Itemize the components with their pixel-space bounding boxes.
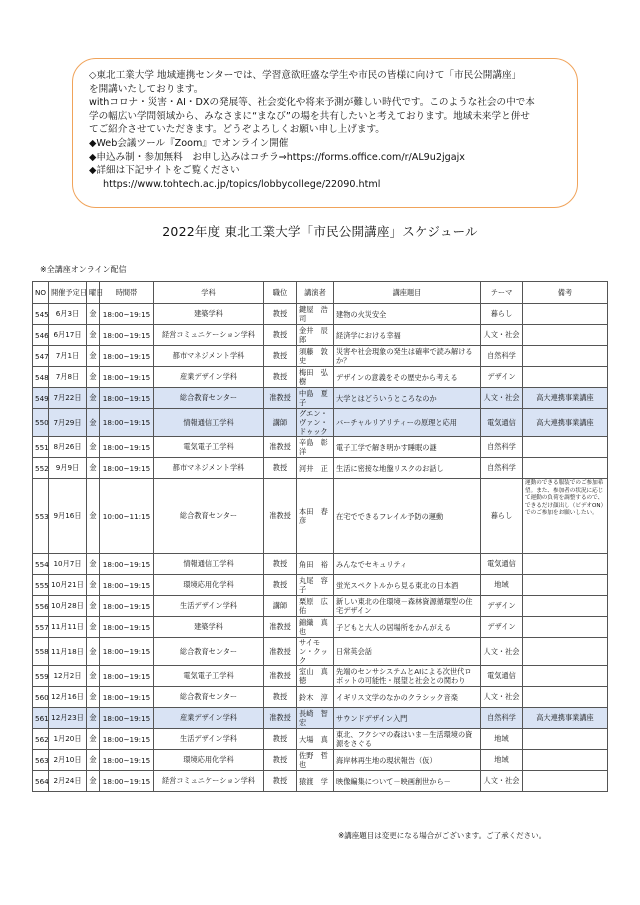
table-row bbox=[33, 325, 608, 346]
cell-day: 金 bbox=[87, 437, 100, 458]
cell-no: 555 bbox=[33, 575, 49, 596]
cell-theme: デザイン bbox=[481, 617, 523, 638]
cell-dept: 都市マネジメント学科 bbox=[154, 458, 264, 479]
cell-theme: 人文・社会 bbox=[481, 687, 523, 708]
cell-notes bbox=[523, 617, 608, 638]
cell-notes bbox=[523, 325, 608, 346]
cell-date: 7月22日 bbox=[49, 388, 87, 409]
table-row bbox=[33, 575, 608, 596]
table-row bbox=[33, 388, 608, 409]
cell-day: 金 bbox=[87, 729, 100, 750]
cell-day: 金 bbox=[87, 638, 100, 666]
cell-time: 18:00~19:15 bbox=[100, 304, 154, 325]
table-row bbox=[33, 750, 608, 771]
footnote: ※講座題目は変更になる場合がございます。ご了承ください。 bbox=[338, 831, 547, 840]
cell-lecturer: 栗原 広佑 bbox=[297, 596, 334, 617]
cell-rank: 教授 bbox=[264, 346, 297, 367]
cell-date: 6月17日 bbox=[49, 325, 87, 346]
table-row bbox=[33, 346, 608, 367]
cell-no: 562 bbox=[33, 729, 49, 750]
cell-dept: 生活デザイン学科 bbox=[154, 596, 264, 617]
cell-notes: 高大連携事業講座 bbox=[523, 708, 608, 729]
cell-date: 12月16日 bbox=[49, 687, 87, 708]
cell-lecturer: 須藤 敦史 bbox=[297, 346, 334, 367]
cell-theme: 地域 bbox=[481, 575, 523, 596]
cell-topic: 大学とはどういうところなのか bbox=[334, 388, 481, 409]
cell-lecturer: 金井 辰郎 bbox=[297, 325, 334, 346]
cell-rank: 教授 bbox=[264, 325, 297, 346]
cell-lecturer: 鍵屋 浩司 bbox=[297, 304, 334, 325]
cell-theme: 自然科学 bbox=[481, 458, 523, 479]
cell-lecturer: 長崎 智宏 bbox=[297, 708, 334, 729]
cell-dept: 電気電子工学科 bbox=[154, 437, 264, 458]
cell-time: 18:00~19:15 bbox=[100, 437, 154, 458]
cell-time: 18:00~19:15 bbox=[100, 729, 154, 750]
cell-topic: サウンドデザイン入門 bbox=[334, 708, 481, 729]
cell-theme: 自然科学 bbox=[481, 437, 523, 458]
table-row bbox=[33, 771, 608, 792]
cell-time: 18:00~19:15 bbox=[100, 325, 154, 346]
table-header-row bbox=[33, 282, 608, 304]
notice-box bbox=[72, 58, 578, 208]
cell-dept: 生活デザイン学科 bbox=[154, 729, 264, 750]
cell-time: 18:00~19:15 bbox=[100, 666, 154, 687]
cell-rank: 准教授 bbox=[264, 388, 297, 409]
cell-day: 金 bbox=[87, 771, 100, 792]
cell-no: 546 bbox=[33, 325, 49, 346]
cell-no: 553 bbox=[33, 479, 49, 554]
cell-topic: 在宅でできるフレイル予防の運動 bbox=[334, 479, 481, 554]
cell-no: 554 bbox=[33, 554, 49, 575]
cell-time: 18:00~19:15 bbox=[100, 596, 154, 617]
cell-lecturer: グエン・ヴァン・ドゥック bbox=[297, 409, 334, 437]
cell-theme: 人文・社会 bbox=[481, 638, 523, 666]
cell-notes bbox=[523, 666, 608, 687]
table-row bbox=[33, 596, 608, 617]
cell-theme: 自然科学 bbox=[481, 708, 523, 729]
cell-date: 12月23日 bbox=[49, 708, 87, 729]
cell-no: 547 bbox=[33, 346, 49, 367]
cell-topic: 海岸林再生地の現状報告（仮） bbox=[334, 750, 481, 771]
cell-rank: 准教授 bbox=[264, 666, 297, 687]
cell-lecturer: 丸尾 容子 bbox=[297, 575, 334, 596]
cell-notes: 運動のできる服装でのご参加希望。また、参加者の状況に応じて運動の負荷を調整するので、できるだけ顔出し（ビデオON）でのご参加をお願いしたい。 bbox=[523, 479, 608, 554]
header-day: 曜日 bbox=[87, 282, 100, 304]
cell-lecturer: 猿渡 学 bbox=[297, 771, 334, 792]
cell-day: 金 bbox=[87, 325, 100, 346]
cell-no: 552 bbox=[33, 458, 49, 479]
table-row bbox=[33, 687, 608, 708]
cell-rank: 准教授 bbox=[264, 437, 297, 458]
cell-theme: 人文・社会 bbox=[481, 325, 523, 346]
cell-dept: 環境応用化学科 bbox=[154, 575, 264, 596]
cell-theme: 人文・社会 bbox=[481, 771, 523, 792]
cell-day: 金 bbox=[87, 575, 100, 596]
cell-lecturer: 中島 夏子 bbox=[297, 388, 334, 409]
page-title: 2022年度 東北工業大学「市民公開講座」スケジュール bbox=[162, 224, 478, 239]
cell-topic: 災害や社会現象の発生は確率で読み解けるか？ bbox=[334, 346, 481, 367]
cell-topic: 先端のセンサシステムとAIによる次世代ロボットの可能性・展望と社会との関わり bbox=[334, 666, 481, 687]
cell-no: 558 bbox=[33, 638, 49, 666]
cell-no: 549 bbox=[33, 388, 49, 409]
cell-theme: 人文・社会 bbox=[481, 388, 523, 409]
cell-date: 11月18日 bbox=[49, 638, 87, 666]
cell-time: 18:00~19:15 bbox=[100, 458, 154, 479]
cell-dept: 建築学科 bbox=[154, 304, 264, 325]
cell-rank: 准教授 bbox=[264, 638, 297, 666]
cell-lecturer: 本田 春彦 bbox=[297, 479, 334, 554]
cell-day: 金 bbox=[87, 554, 100, 575]
cell-lecturer: 室山 真徳 bbox=[297, 666, 334, 687]
cell-lecturer: サイモン・クック bbox=[297, 638, 334, 666]
cell-dept: 電気電子工学科 bbox=[154, 666, 264, 687]
cell-time: 18:00~19:15 bbox=[100, 346, 154, 367]
cell-rank: 教授 bbox=[264, 687, 297, 708]
cell-rank: 講師 bbox=[264, 596, 297, 617]
cell-date: 10月7日 bbox=[49, 554, 87, 575]
cell-notes bbox=[523, 367, 608, 388]
table-row bbox=[33, 638, 608, 666]
table-row bbox=[33, 409, 608, 437]
header-date: 開催予定日 bbox=[49, 282, 87, 304]
cell-date: 8月26日 bbox=[49, 437, 87, 458]
cell-topic: 子どもと大人の居場所をかんがえる bbox=[334, 617, 481, 638]
header-topic: 講座題目 bbox=[334, 282, 481, 304]
cell-time: 18:00~19:15 bbox=[100, 388, 154, 409]
header-rank: 職位 bbox=[264, 282, 297, 304]
cell-lecturer: 辛島 彰洋 bbox=[297, 437, 334, 458]
cell-lecturer: 錦織 真也 bbox=[297, 617, 334, 638]
cell-topic: みんなでセキュリティ bbox=[334, 554, 481, 575]
cell-day: 金 bbox=[87, 458, 100, 479]
cell-time: 18:00~19:15 bbox=[100, 367, 154, 388]
cell-day: 金 bbox=[87, 409, 100, 437]
cell-day: 金 bbox=[87, 750, 100, 771]
cell-time: 18:00~19:15 bbox=[100, 638, 154, 666]
cell-topic: 経済学における幸福 bbox=[334, 325, 481, 346]
cell-date: 7月8日 bbox=[49, 367, 87, 388]
cell-dept: 産業デザイン学科 bbox=[154, 708, 264, 729]
cell-rank: 教授 bbox=[264, 367, 297, 388]
cell-date: 7月1日 bbox=[49, 346, 87, 367]
table-row bbox=[33, 304, 608, 325]
cell-rank: 教授 bbox=[264, 554, 297, 575]
table-row bbox=[33, 666, 608, 687]
cell-dept: 都市マネジメント学科 bbox=[154, 346, 264, 367]
online-note: ※全講座オンライン配信 bbox=[40, 265, 127, 274]
table-row bbox=[33, 708, 608, 729]
notice-line: を開講いたしております。 bbox=[89, 83, 204, 95]
cell-notes bbox=[523, 687, 608, 708]
cell-rank: 教授 bbox=[264, 729, 297, 750]
cell-notes: 高大連携事業講座 bbox=[523, 409, 608, 437]
cell-notes bbox=[523, 638, 608, 666]
cell-time: 18:00~19:15 bbox=[100, 575, 154, 596]
cell-no: 557 bbox=[33, 617, 49, 638]
cell-no: 556 bbox=[33, 596, 49, 617]
notice-url: https://www.tohtech.ac.jp/topics/lobbycollege/22090.html bbox=[103, 178, 381, 190]
notice-line: withコロナ・災害・AI・DXの発展等、社会変化や将来予測が難しい時代です。このような社会の中で本 bbox=[89, 97, 535, 109]
cell-theme: 自然科学 bbox=[481, 346, 523, 367]
cell-notes bbox=[523, 346, 608, 367]
cell-date: 9月9日 bbox=[49, 458, 87, 479]
cell-lecturer: 梅田 弘樹 bbox=[297, 367, 334, 388]
cell-date: 2月10日 bbox=[49, 750, 87, 771]
cell-time: 18:00~19:15 bbox=[100, 708, 154, 729]
cell-theme: デザイン bbox=[481, 367, 523, 388]
table-row bbox=[33, 367, 608, 388]
cell-day: 金 bbox=[87, 617, 100, 638]
notice-line: 学の幅広い学問領域から、みなさまに“まなび”の場を共有したいと考えております。地域未来学と併せ bbox=[89, 110, 530, 122]
notice-line: ◆Web会議ツール『Zoom』でオンライン開催 bbox=[89, 137, 289, 149]
cell-day: 金 bbox=[87, 687, 100, 708]
cell-lecturer: 河井 正 bbox=[297, 458, 334, 479]
header-time: 時間帯 bbox=[100, 282, 154, 304]
cell-lecturer: 角田 裕 bbox=[297, 554, 334, 575]
cell-time: 10:00~11:15 bbox=[100, 479, 154, 554]
cell-lecturer: 大場 真 bbox=[297, 729, 334, 750]
cell-date: 9月16日 bbox=[49, 479, 87, 554]
cell-notes bbox=[523, 304, 608, 325]
cell-dept: 環境応用化学科 bbox=[154, 750, 264, 771]
cell-no: 560 bbox=[33, 687, 49, 708]
table-row bbox=[33, 729, 608, 750]
cell-notes bbox=[523, 458, 608, 479]
cell-rank: 准教授 bbox=[264, 617, 297, 638]
cell-dept: 総合教育センター bbox=[154, 687, 264, 708]
cell-lecturer: 鈴木 淳 bbox=[297, 687, 334, 708]
cell-rank: 教授 bbox=[264, 750, 297, 771]
cell-lecturer: 佐野 哲也 bbox=[297, 750, 334, 771]
cell-day: 金 bbox=[87, 596, 100, 617]
cell-date: 1月20日 bbox=[49, 729, 87, 750]
cell-topic: バーチャルリアリティーの原理と応用 bbox=[334, 409, 481, 437]
cell-date: 2月24日 bbox=[49, 771, 87, 792]
cell-day: 金 bbox=[87, 367, 100, 388]
cell-day: 金 bbox=[87, 346, 100, 367]
cell-time: 18:00~19:15 bbox=[100, 750, 154, 771]
cell-topic: 映像編集について－映画創世から－ bbox=[334, 771, 481, 792]
cell-no: 564 bbox=[33, 771, 49, 792]
cell-dept: 産業デザイン学科 bbox=[154, 367, 264, 388]
cell-notes bbox=[523, 771, 608, 792]
header-no: NO bbox=[33, 282, 49, 304]
cell-theme: デザイン bbox=[481, 596, 523, 617]
cell-notes bbox=[523, 575, 608, 596]
cell-date: 12月2日 bbox=[49, 666, 87, 687]
cell-topic: 蛍光スペクトルから見る東北の日本酒 bbox=[334, 575, 481, 596]
cell-dept: 情報通信工学科 bbox=[154, 554, 264, 575]
table-row bbox=[33, 554, 608, 575]
cell-rank: 准教授 bbox=[264, 479, 297, 554]
cell-day: 金 bbox=[87, 304, 100, 325]
table-row bbox=[33, 437, 608, 458]
cell-theme: 地域 bbox=[481, 750, 523, 771]
notice-line: ◆詳細は下記サイトをご覧ください bbox=[89, 165, 240, 177]
cell-no: 559 bbox=[33, 666, 49, 687]
cell-no: 563 bbox=[33, 750, 49, 771]
cell-no: 548 bbox=[33, 367, 49, 388]
cell-day: 金 bbox=[87, 479, 100, 554]
cell-day: 金 bbox=[87, 388, 100, 409]
cell-dept: 総合教育センター bbox=[154, 388, 264, 409]
cell-time: 18:00~19:15 bbox=[100, 409, 154, 437]
cell-dept: 総合教育センター bbox=[154, 479, 264, 554]
cell-rank: 教授 bbox=[264, 771, 297, 792]
cell-time: 18:00~19:15 bbox=[100, 771, 154, 792]
header-dept: 学科 bbox=[154, 282, 264, 304]
cell-date: 6月3日 bbox=[49, 304, 87, 325]
notice-line: ◆申込み制・参加無料 お申し込みはコチラ⇒https://forms.office.com/r/AL9u2jgajx bbox=[89, 151, 465, 163]
cell-time: 18:00~19:15 bbox=[100, 554, 154, 575]
cell-dept: 情報通信工学科 bbox=[154, 409, 264, 437]
cell-time: 18:00~19:15 bbox=[100, 687, 154, 708]
cell-day: 金 bbox=[87, 708, 100, 729]
cell-dept: 経営コミュニケーション学科 bbox=[154, 325, 264, 346]
cell-rank: 教授 bbox=[264, 458, 297, 479]
table-row bbox=[33, 617, 608, 638]
cell-topic: イギリス文学のなかのクラシック音楽 bbox=[334, 687, 481, 708]
cell-notes bbox=[523, 729, 608, 750]
cell-topic: 生活に密接な地盤リスクのお話し bbox=[334, 458, 481, 479]
cell-topic: デザインの意義をその歴史から考える bbox=[334, 367, 481, 388]
cell-date: 10月21日 bbox=[49, 575, 87, 596]
cell-topic: 東北、フクシマの森はいま－生活環境の資源をさぐる bbox=[334, 729, 481, 750]
notice-line: てご紹介させていただきます。どうぞよろしくお願い申し上げます。 bbox=[89, 124, 385, 136]
cell-time: 18:00~19:15 bbox=[100, 617, 154, 638]
cell-dept: 総合教育センター bbox=[154, 638, 264, 666]
cell-rank: 教授 bbox=[264, 304, 297, 325]
cell-topic: 電子工学で解き明かす睡眠の謎 bbox=[334, 437, 481, 458]
cell-theme: 電気通信 bbox=[481, 409, 523, 437]
cell-notes bbox=[523, 596, 608, 617]
cell-no: 551 bbox=[33, 437, 49, 458]
header-notes: 備考 bbox=[523, 282, 608, 304]
cell-day: 金 bbox=[87, 666, 100, 687]
cell-dept: 建築学科 bbox=[154, 617, 264, 638]
cell-theme: 地域 bbox=[481, 729, 523, 750]
cell-no: 545 bbox=[33, 304, 49, 325]
cell-theme: 電気通信 bbox=[481, 554, 523, 575]
cell-theme: 暮らし bbox=[481, 304, 523, 325]
cell-rank: 准教授 bbox=[264, 708, 297, 729]
cell-rank: 教授 bbox=[264, 575, 297, 596]
cell-notes bbox=[523, 554, 608, 575]
cell-no: 561 bbox=[33, 708, 49, 729]
schedule-table bbox=[32, 281, 608, 792]
header-theme: テーマ bbox=[481, 282, 523, 304]
cell-notes bbox=[523, 437, 608, 458]
cell-dept: 経営コミュニケーション学科 bbox=[154, 771, 264, 792]
cell-rank: 講師 bbox=[264, 409, 297, 437]
cell-topic: 新しい東北の住環境－森林資源循環型の住宅デザイン bbox=[334, 596, 481, 617]
cell-no: 550 bbox=[33, 409, 49, 437]
cell-date: 11月11日 bbox=[49, 617, 87, 638]
cell-theme: 電気通信 bbox=[481, 666, 523, 687]
header-lecturer: 講演者 bbox=[297, 282, 334, 304]
cell-date: 10月28日 bbox=[49, 596, 87, 617]
cell-date: 7月29日 bbox=[49, 409, 87, 437]
cell-notes: 高大連携事業講座 bbox=[523, 388, 608, 409]
notice-line: ◇東北工業大学 地域連携センターでは、学習意欲旺盛な学生や市民の皆様に向けて「市民公開講座」 bbox=[89, 70, 522, 81]
cell-notes bbox=[523, 750, 608, 771]
table-row bbox=[33, 458, 608, 479]
table-row bbox=[33, 479, 608, 554]
cell-topic: 日常英会話 bbox=[334, 638, 481, 666]
cell-topic: 建物の火災安全 bbox=[334, 304, 481, 325]
cell-theme: 暮らし bbox=[481, 479, 523, 554]
